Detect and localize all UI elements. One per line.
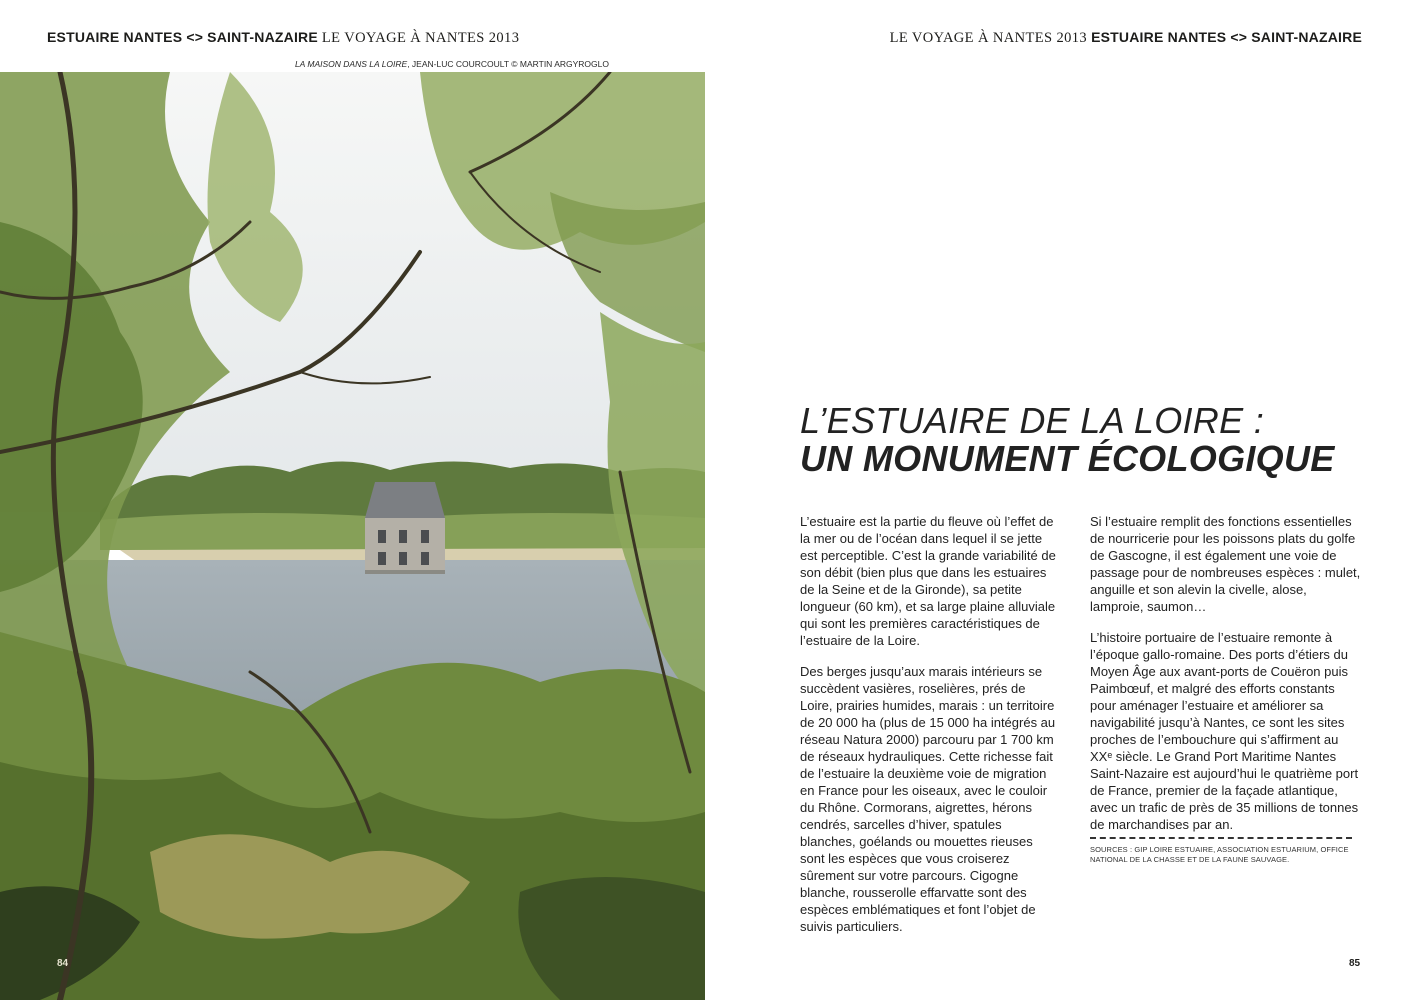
title-line-2: UN MONUMENT ÉCOLOGIQUE [800, 438, 1335, 479]
header-left-section: ESTUAIRE NANTES <> SAINT-NAZAIRE [47, 29, 318, 45]
header-right-section: ESTUAIRE NANTES <> SAINT-NAZAIRE [1091, 29, 1362, 45]
photo-caption [295, 59, 609, 69]
running-header-right [890, 29, 1362, 47]
house-in-loire-photo [0, 72, 705, 1000]
sources-note: SOURCES : GIP LOIRE ESTUAIRE, ASSOCIATION ESTUARIUM, OFFICE NATIONAL DE LA CHASSE ET DE LA FAUNE SAUVAGE. [1090, 845, 1349, 864]
running-header-left [47, 29, 519, 47]
dashed-rule [1090, 837, 1352, 839]
page-number-left: 84 [57, 958, 69, 969]
floating-house [365, 482, 445, 574]
body-column-1 [800, 513, 1058, 949]
caption-artwork-title: LA MAISON DANS LA LOIRE [294, 59, 408, 69]
paragraph: L’estuaire est la partie du fleuve où l’effet de la mer ou de l’océan dans lequel il se jette est perceptible. C’est la grande variabilité de son débit (bien plus que dans les estuaires de la Seine et de la Gironde), sa petite longueur (60 km), et sa large plaine alluviale qui sont les premières caractéristiques de l’estuaire de la Loire. [800, 514, 1056, 648]
paragraph: Des berges jusqu’aux marais intérieurs se succèdent vasières, roselières, prés de Loire, prairies humides, marais : un territoire de 20 000 ha (plus de 15 000 ha intégrés au réseau Natura 2000) parcouru par 1 700 km de réseaux hydrauliques. Cette richesse fait de l’estuaire la deuxième voie de migration en France pour les oiseaux, avec le couloir du Rhône. Cormorans, aigrettes, hérons cendrés, sarcelles d’hiver, spatules blanches, goélands ou mouettes rieuses sont les espèces que vous croiserez sûrement sur votre parcours. Cigogne blanche, rousserolle effarvatte sont des espèces emblématiques et font l’objet de suivis particuliers. [800, 664, 1056, 934]
caption-credit: , JEAN-LUC COURCOULT © MARTIN ARGYROGLO [407, 59, 609, 69]
header-right-issue: LE VOYAGE À NANTES 2013 [889, 30, 1092, 46]
header-left-issue: LE VOYAGE À NANTES 2013 [317, 30, 520, 46]
body-column-2 [1090, 513, 1362, 865]
paragraph: L’histoire portuaire de l’estuaire remonte à l’époque gallo-romaine. Des ports d’étiers du Moyen Âge aux avant-ports de Couëron puis Paimbœuf, et malgré des efforts constants pour aménager l’estuaire et améliorer sa navigabilité jusqu’à Nantes, ce sont les sites proches de l’embouchure qui s’affirment au XXᵉ siècle. Le Grand Port Maritime Nantes Saint-Nazaire est aujourd’hui le quatrième port de France, premier de la façade atlantique, avec un trafic de près de 35 millions de tonnes de marchandises par an. [1090, 630, 1359, 832]
paragraph: Si l’estuaire remplit des fonctions essentielles de nourricerie pour les poissons plats du golfe de Gascogne, il est également une voie de passage pour de nombreuses espèces : mulet, anguille et son alevin la civelle, alose, lamproie, saumon… [1090, 514, 1361, 614]
title-line-1: L’ESTUAIRE DE LA LOIRE : [800, 400, 1265, 441]
article-title [800, 402, 1360, 478]
page-number-right: 85 [1349, 958, 1361, 969]
